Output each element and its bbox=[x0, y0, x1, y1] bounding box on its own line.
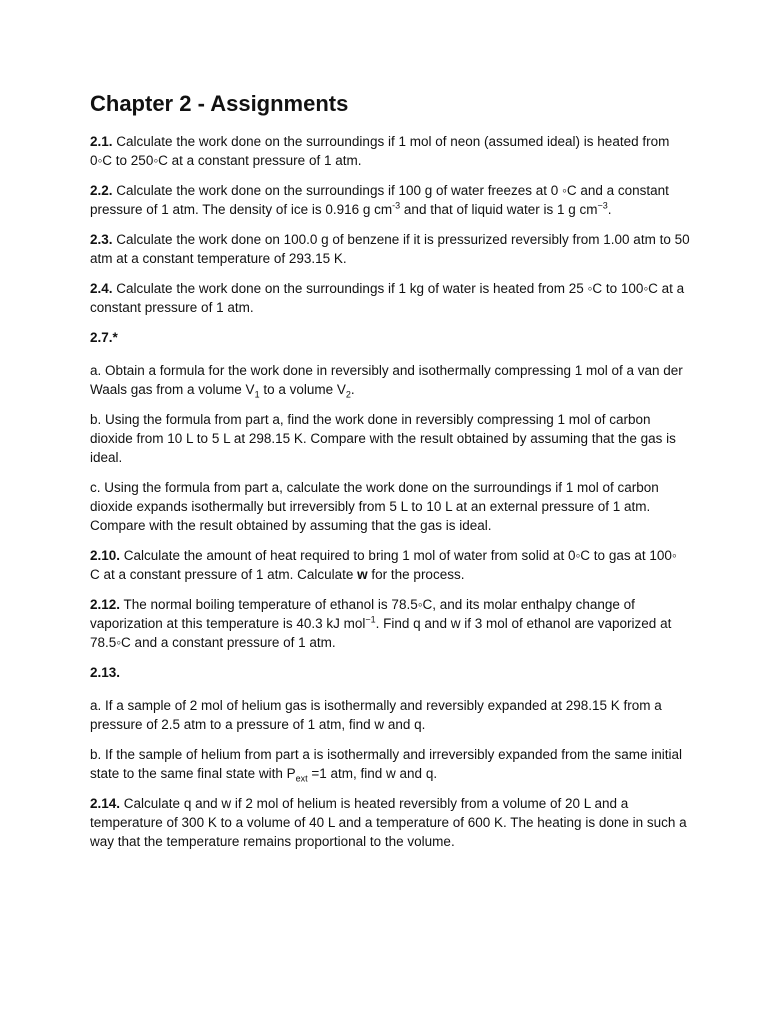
problem-text: Calculate q and w if 2 mol of helium is heated reversibly from a volume of 20 L and a temperature of 300 K to a volume of 40 L and a temperature of 600 K. The heating is done in such a way that the temperature remains proportional to the volume. bbox=[90, 796, 687, 849]
problem-text: a. Obtain a formula for the work done in reversibly and isothermally compressing 1 mol of a van der Waals gas from a volume V bbox=[90, 363, 683, 397]
problem-2-7-part-b: b. Using the formula from part a, find the work done in reversibly compressing 1 mol of carbon dioxide from 10 L to 5 L at 298.15 K. Compare with the result obtained by assuming that the gas is ideal. bbox=[90, 412, 676, 465]
problem-text: and that of liquid water is 1 g cm bbox=[400, 202, 598, 217]
document-page bbox=[90, 90, 690, 862]
problem-2-1 bbox=[90, 132, 690, 170]
problem-2-13-part-b bbox=[90, 745, 690, 783]
superscript: −3 bbox=[597, 200, 608, 211]
problem-2-2 bbox=[90, 181, 690, 219]
problem-2-7-part-c: c. Using the formula from part a, calculate the work done on the surroundings if 1 mol of carbon dioxide expands isothermally but irreversibly from 5 L to 10 L at an external pressure of 1 atm. Compare with the result obtained by assuming that the gas is ideal. bbox=[90, 480, 659, 533]
problem-text: b. If the sample of helium from part a is isothermally and irreversibly expanded from the same initial state to the same final state with P bbox=[90, 747, 683, 781]
problem-number: 2.14. bbox=[90, 796, 121, 811]
problem-text: The normal boiling temperature of ethanol is 78.5◦C, and its molar enthalpy change of vaporization at this temperature is 40.3 kJ mol bbox=[90, 597, 635, 631]
bold-variable: w bbox=[357, 567, 368, 582]
problem-2-4 bbox=[90, 279, 690, 317]
problem-2-3 bbox=[90, 230, 690, 268]
problem-number: 2.4. bbox=[90, 281, 113, 296]
problem-2-14 bbox=[90, 794, 690, 851]
problem-number: 2.12. bbox=[90, 597, 121, 612]
problem-number: 2.3. bbox=[90, 232, 113, 247]
problem-text: Calculate the work done on the surroundings if 1 mol of neon (assumed ideal) is heated from 0◦C to 250◦C at a constant pressure of 1 atm. bbox=[90, 134, 670, 168]
subscript: 1 bbox=[254, 389, 260, 400]
problem-number: 2.1. bbox=[90, 134, 113, 149]
problem-text: Calculate the work done on the surroundings if 100 g of water freezes at 0 ◦C and a constant pressure of 1 atm. The density of ice is 0.916 g cm bbox=[90, 183, 669, 217]
page-title: Chapter 2 - Assignments bbox=[90, 91, 349, 116]
problem-2-7-heading: 2.7.* bbox=[90, 330, 118, 345]
problem-text: . bbox=[350, 382, 355, 397]
problem-text: Calculate the work done on the surroundings if 1 kg of water is heated from 25 ◦C to 100◦C at a constant pressure of 1 atm. bbox=[90, 281, 685, 315]
problem-number: 2.2. bbox=[90, 183, 113, 198]
subscript: ext bbox=[295, 773, 308, 784]
problem-2-12 bbox=[90, 595, 690, 652]
problem-2-13-heading: 2.13. bbox=[90, 665, 121, 680]
problem-text: =1 atm, find w and q. bbox=[307, 766, 438, 781]
problem-text: . bbox=[607, 202, 612, 217]
problem-text: to a volume V bbox=[259, 382, 346, 397]
problem-2-13-part-a: a. If a sample of 2 mol of helium gas is isothermally and reversibly expanded at 298.15 K from a pressure of 2.5 atm to a pressure of 1 atm, find w and q. bbox=[90, 698, 662, 732]
problem-text: Calculate the work done on 100.0 g of benzene if it is pressurized reversibly from 1.00 atm to 50 atm at a constant temperature of 293.15 K. bbox=[90, 232, 690, 266]
subscript: 2 bbox=[345, 389, 351, 400]
problem-number: 2.10. bbox=[90, 548, 121, 563]
problem-2-10 bbox=[90, 546, 690, 584]
problem-2-7-part-a bbox=[90, 361, 690, 399]
superscript: -3 bbox=[392, 200, 401, 211]
problem-text: for the process. bbox=[367, 567, 465, 582]
problem-text: Calculate the amount of heat required to bring 1 mol of water from solid at 0◦C to gas at 100◦ C at a constant pressure of 1 atm. Calculate bbox=[90, 548, 677, 582]
superscript: −1 bbox=[365, 614, 376, 625]
problem-text: . Find q and w if 3 mol of ethanol are vaporized at 78.5◦C and a constant pressure of 1 atm. bbox=[90, 616, 672, 650]
